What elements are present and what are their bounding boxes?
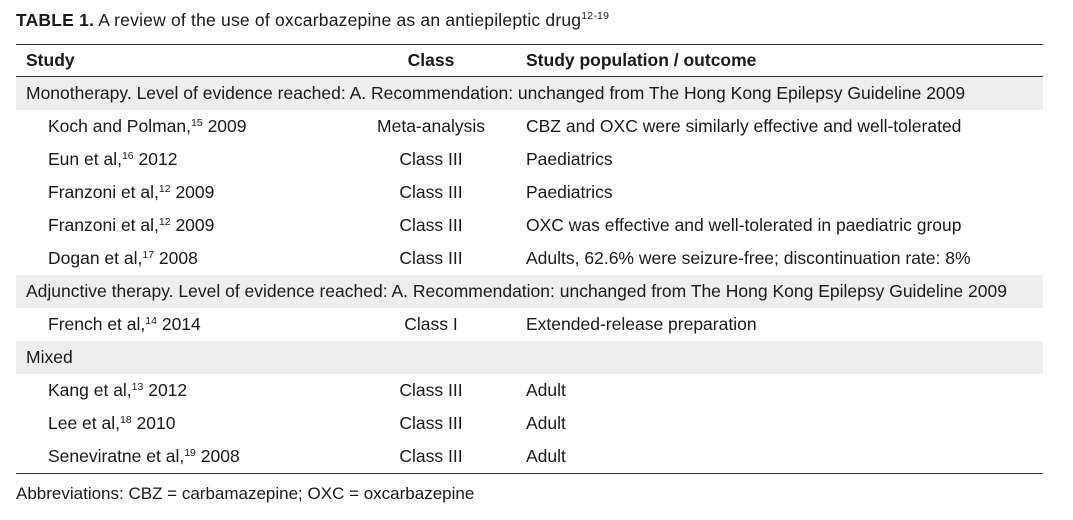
table-row: [16, 407, 1043, 440]
study-author: Kang et al,: [48, 380, 132, 400]
group-title: Mixed: [16, 341, 1043, 374]
outcome-cell: Adults, 62.6% were seizure-free; discontinuation rate: 8%: [526, 248, 971, 268]
study-cell: [16, 242, 336, 275]
study-cell: [16, 176, 336, 209]
study-author: Seneviratne et al,: [48, 446, 185, 466]
study-year: 2009: [170, 182, 215, 202]
study-author: Eun et al,: [48, 149, 122, 169]
study-ref: 17: [142, 249, 155, 261]
study-year: 2014: [156, 314, 201, 334]
header-study: Study: [16, 45, 336, 77]
group-title: Monotherapy. Level of evidence reached: A. Recommendation: unchanged from The Hong Kong Epilepsy Guideline 2009: [16, 77, 1043, 111]
study-year: 2012: [143, 380, 188, 400]
table-row: [16, 110, 1043, 143]
study-ref: 13: [131, 381, 144, 393]
study-cell: [16, 407, 336, 440]
study-ref: 12: [158, 216, 171, 228]
study-cell: [16, 209, 336, 242]
abbreviations-footnote: Abbreviations: CBZ = carbamazepine; OXC = oxcarbazepine: [16, 484, 475, 503]
outcome-cell: OXC was effective and well-tolerated in paediatric group: [526, 215, 962, 235]
study-ref: 14: [145, 315, 157, 327]
table-label: TABLE 1.: [16, 10, 95, 30]
study-year: 2010: [131, 413, 176, 433]
study-cell: [16, 440, 336, 474]
outcome-cell: Adult: [526, 413, 566, 433]
class-cell: Class III: [399, 215, 463, 235]
header-outcome: Study population / outcome: [526, 45, 1043, 77]
study-cell: [16, 308, 336, 341]
group-row: [16, 341, 1043, 374]
study-cell: [16, 374, 336, 407]
table-row: [16, 374, 1043, 407]
study-ref: 19: [184, 447, 196, 459]
study-year: 2012: [133, 149, 178, 169]
header-class: Class: [336, 45, 526, 77]
outcome-cell: Paediatrics: [526, 149, 613, 169]
table-title: A review of the use of oxcarbazepine as an antiepileptic drug: [94, 10, 582, 30]
study-year: 2008: [154, 248, 198, 268]
study-year: 2009: [170, 215, 215, 235]
study-ref: 16: [121, 150, 134, 162]
table-caption: [16, 10, 609, 31]
study-author: Lee et al,: [48, 413, 120, 433]
class-cell: Class III: [399, 149, 463, 169]
class-cell: Class I: [404, 314, 458, 334]
study-ref: 15: [191, 117, 203, 129]
class-cell: Class III: [399, 380, 463, 400]
study-year: 2009: [202, 116, 247, 136]
table-row: [16, 209, 1043, 242]
review-table: [16, 44, 1043, 474]
study-author: Franzoni et al,: [48, 215, 159, 235]
study-cell: [16, 143, 336, 176]
study-author: Franzoni et al,: [48, 182, 159, 202]
class-cell: Class III: [399, 413, 463, 433]
outcome-cell: Paediatrics: [526, 182, 613, 202]
group-row: [16, 77, 1043, 111]
group-row: [16, 275, 1043, 308]
group-title: Adjunctive therapy. Level of evidence reached: A. Recommendation: unchanged from The Hong Kong Epilepsy Guideline 2009: [16, 275, 1043, 308]
outcome-cell: CBZ and OXC were similarly effective and well-tolerated: [526, 116, 962, 136]
study-author: French et al,: [48, 314, 146, 334]
class-cell: Class III: [399, 248, 463, 268]
header-row: [16, 45, 1043, 77]
study-cell: [16, 110, 336, 143]
study-author: Koch and Polman,: [48, 116, 192, 136]
class-cell: Class III: [399, 182, 463, 202]
outcome-cell: Adult: [526, 380, 566, 400]
table-row: [16, 176, 1043, 209]
outcome-cell: Extended-release preparation: [526, 314, 757, 334]
class-cell: Class III: [336, 440, 526, 474]
outcome-cell: Adult: [526, 440, 1043, 474]
table-row: [16, 242, 1043, 275]
class-cell: Meta-analysis: [377, 116, 485, 136]
study-ref: 18: [120, 414, 132, 426]
table-row: [16, 308, 1043, 341]
study-author: Dogan et al,: [48, 248, 143, 268]
table-row: [16, 143, 1043, 176]
caption-refs: 12-19: [581, 10, 610, 22]
study-ref: 12: [158, 183, 171, 195]
study-year: 2008: [195, 446, 240, 466]
table-row: [16, 440, 1043, 474]
